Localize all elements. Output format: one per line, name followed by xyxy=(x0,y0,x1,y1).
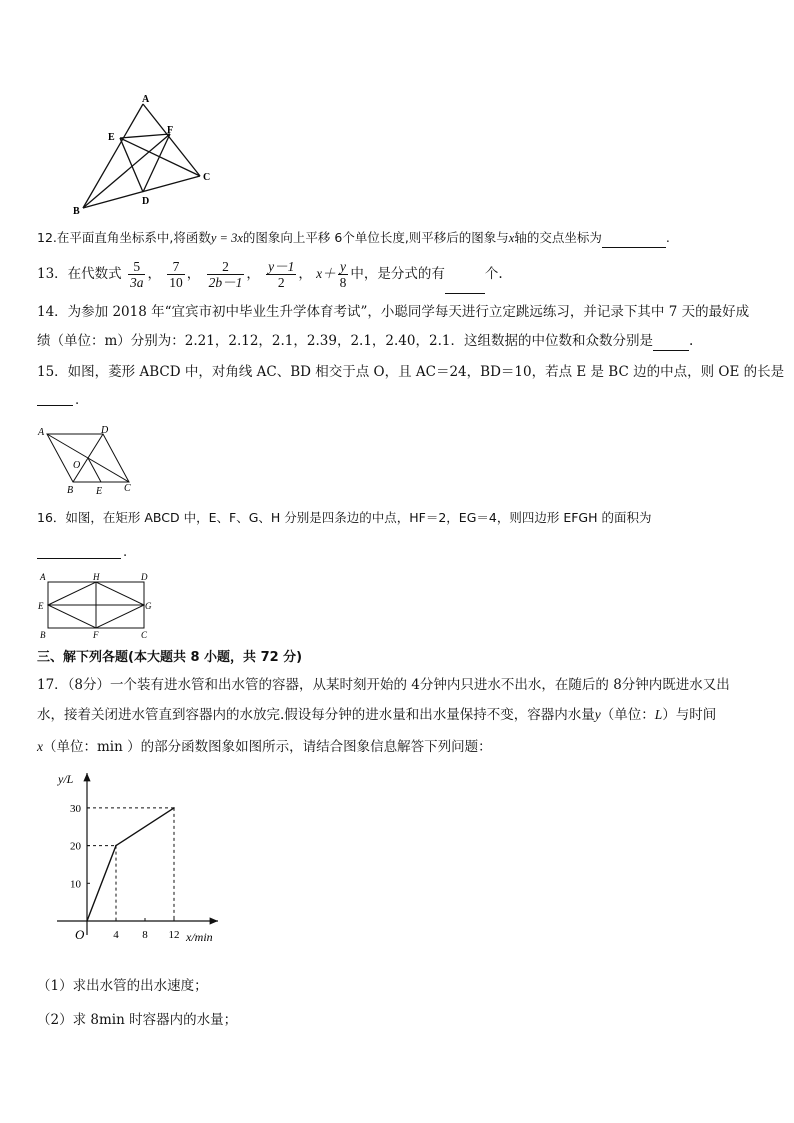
answer-blank xyxy=(445,279,485,294)
answer-blank xyxy=(653,336,689,351)
label-A: A xyxy=(142,94,150,105)
label-D: D xyxy=(141,572,148,582)
label-O: O xyxy=(73,460,81,471)
label-B: B xyxy=(40,630,46,640)
answer-blank xyxy=(37,558,121,559)
q13-prefix: 13．在代数式 xyxy=(37,266,122,282)
label-F: F xyxy=(167,125,174,136)
fraction-2: $\frac{7}{10}$ xyxy=(169,259,183,290)
q13-suffix-b: 个. xyxy=(484,266,503,282)
label-C: C xyxy=(203,172,211,183)
q12-text-a: 12.在平面直角坐标系中,将函数 xyxy=(37,230,211,245)
data-point xyxy=(115,845,117,847)
question-14-line-1: 14．为参加 2018 年“宜宾市初中毕业生升学体育考试”，小聪同学每天进行立定跳远练习，并记录下其中 7 天的最好成 xyxy=(37,304,750,320)
label-D: D xyxy=(142,196,150,207)
segment-FB xyxy=(83,134,170,208)
label-E: E xyxy=(108,132,115,143)
q17-sub-2: （2）求 8min 时容器内的水量； xyxy=(37,1012,238,1028)
q12-axis: x xyxy=(508,231,515,245)
label-F: F xyxy=(93,630,99,640)
q13-suffix-a: 中，是分式的有 xyxy=(350,266,445,282)
q17-sub-1: （1）求出水管的出水速度； xyxy=(37,978,208,994)
triangle-figure xyxy=(40,88,220,218)
question-14-line-2: 绩（单位：m）分别为：2.21，2.12，2.1，2.39，2.1，2.40，2.1．这组数据的中位数和众数分别是 . xyxy=(37,333,694,349)
segment-ED xyxy=(120,138,143,192)
label-C: C xyxy=(141,630,148,640)
origin-label: O xyxy=(75,927,85,942)
q12-text-b: 的图象向上平移 6个单位长度,则平移后的图象与 xyxy=(242,230,509,245)
y-tick-label: 20 xyxy=(70,840,81,853)
label-E: E xyxy=(96,486,103,497)
label-B: B xyxy=(67,485,74,496)
q12-function: y = 3x xyxy=(210,231,243,245)
question-16: 16．如图，在矩形 ABCD 中，E、F、G、H 分别是四条边的中点，HF＝2，EG＝4，则四边形 EFGH 的面积为 xyxy=(37,510,652,525)
label-B: B xyxy=(73,206,80,217)
question-12: 12.在平面直角坐标系中,将函数y = 3x的图象向上平移 6个单位长度,则平移后的图象与x轴的交点坐标为 . xyxy=(37,228,670,248)
label-G: G xyxy=(145,601,152,611)
question-13: 13．在代数式 $\frac{5}{3a}$ ， $\frac{7}{10}$ ， $\frac{2}{2b-1}$ ， $\frac{y-1}{2}$ ， x＋ $\frac{y}{8}$ 中，是分式的有 个. xyxy=(37,254,503,294)
answer-blank xyxy=(602,233,666,248)
x-tick-label: 8 xyxy=(142,929,148,941)
y-tick-label: 10 xyxy=(70,878,81,891)
x-tick-label: 4 xyxy=(113,929,119,941)
x-axis-label: x/min xyxy=(186,930,213,944)
rhombus-figure xyxy=(35,424,145,500)
label-E: E xyxy=(38,601,44,611)
fraction-3: $\frac{2}{2b-1}$ xyxy=(208,259,243,290)
edge-AC xyxy=(143,104,200,176)
y-tick-label: 30 xyxy=(70,802,81,815)
answer-blank xyxy=(37,405,73,406)
segment-FD xyxy=(143,134,170,192)
label-D: D xyxy=(101,425,109,436)
label-C: C xyxy=(124,483,131,494)
label-H: H xyxy=(93,572,100,582)
series-line-0 xyxy=(87,808,174,921)
segment-EF xyxy=(120,134,170,138)
fraction-1: $\frac{5}{3a}$ xyxy=(129,259,144,290)
data-point xyxy=(86,920,88,922)
question-17-line-1: 17．（8分）一个装有进水管和出水管的容器，从某时刻开始的 4分钟内只进水不出水，在随后的 8分钟内既进水又出 xyxy=(37,677,730,693)
fraction-5: $\frac{y}{8}$ xyxy=(339,259,347,290)
fraction-4: $\frac{y-1}{2}$ xyxy=(268,259,295,290)
water-volume-chart xyxy=(40,765,240,950)
edge-AB xyxy=(83,104,143,208)
x-tick-label: 12 xyxy=(168,929,180,941)
question-17-line-3: x（单位：min ）的部分函数图象如图所示，请结合图象信息解答下列问题： xyxy=(37,739,492,755)
question-15: 15．如图，菱形 ABCD 中，对角线 AC、BD 相交于点 O，且 AC＝24，BD＝10，若点 E 是 BC 边的中点，则 OE 的长是 xyxy=(37,364,785,380)
expr-5-x: x＋ xyxy=(316,266,336,281)
label-A: A xyxy=(38,427,45,438)
data-point xyxy=(173,807,175,809)
q12-text-c: 轴的交点坐标为 xyxy=(514,230,602,245)
rectangle-figure xyxy=(35,570,155,642)
y-axis-label: y/L xyxy=(58,772,74,786)
label-A: A xyxy=(40,572,46,582)
question-17-line-2: 水，接着关闭进水管直到容器内的水放完.假设每分钟的进水量和出水量保持不变，容器内水量y（单位：L）与时间 xyxy=(37,707,717,723)
section-heading: 三、解下列各题(本大题共 8 小题，共 72 分) xyxy=(37,650,303,665)
